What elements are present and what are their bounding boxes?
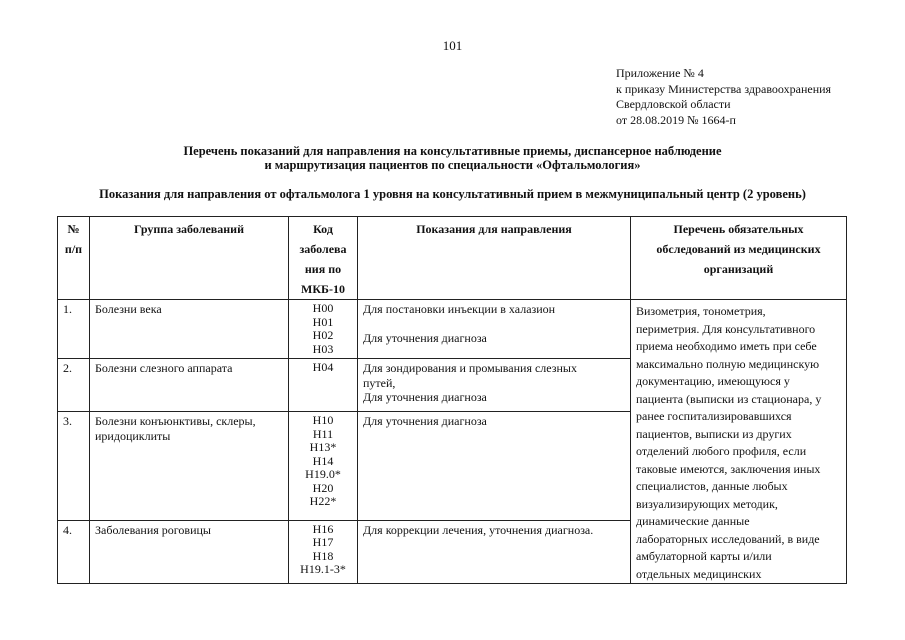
row-group-text: Болезни слезного аппарата — [95, 361, 233, 376]
header-code-line: МКБ-10 — [301, 282, 345, 296]
header-group: Группа заболеваний — [90, 217, 289, 300]
indication-line: Для постановки инъекции в халазион — [363, 302, 556, 316]
row-num-text: 1. — [63, 302, 72, 316]
row-codes — [289, 300, 358, 359]
row-group — [90, 359, 289, 412]
header-exams-line: организаций — [703, 262, 774, 276]
code-item: H04 — [312, 360, 334, 375]
exam-line: Визометрия, тонометрия, — [636, 304, 766, 318]
row-codes — [289, 412, 358, 520]
row-group — [90, 520, 289, 583]
code-item: H17 — [312, 535, 334, 550]
code-item: H16 — [312, 521, 334, 536]
header-exams-line: Перечень обязательных — [673, 222, 804, 236]
exam-line: отдельных медицинских — [636, 566, 762, 581]
row-indications — [358, 359, 631, 412]
exam-line: периметрия. Для консультативного — [636, 321, 816, 336]
indication-line: Для уточнения диагноза — [363, 414, 487, 429]
section-subtitle: Показания для направления от офтальмолога 1 уровня на консультативный прием в межмуниципальный центр (2 уровень) — [99, 187, 806, 201]
code-item: H03 — [312, 341, 334, 356]
header-code-line: Код — [313, 222, 333, 236]
header-exams-line: обследований из медицинских — [656, 242, 821, 256]
exam-line: документацию, имеющуюся у — [636, 374, 790, 388]
approval-line: Свердловской области — [616, 97, 731, 111]
indications-table — [57, 216, 847, 584]
row-indications — [358, 520, 631, 583]
exam-line: пациента (выписки из стационара, у — [636, 391, 822, 406]
header-code-line: ния по — [304, 262, 342, 276]
exam-line: пациентов, выписки из других — [636, 426, 792, 441]
exam-line: визуализирующих методик, — [636, 496, 778, 511]
row-indications — [358, 412, 631, 520]
exam-line: приема необходимо иметь при себе — [636, 339, 817, 353]
row-group-text: Болезни конъюнктивы, склеры, иридоциклиты — [95, 414, 256, 443]
header-exams — [631, 217, 847, 300]
code-item: H20 — [312, 480, 334, 495]
row-codes — [289, 520, 358, 583]
row-num — [58, 520, 90, 583]
code-item: H18 — [312, 548, 334, 563]
document-title — [0, 144, 905, 172]
indication-line: Для коррекции лечения, уточнения диагноза. — [363, 522, 594, 537]
code-item: H19.1-3* — [300, 562, 346, 577]
exam-line: отделений любого профиля, если — [636, 444, 807, 458]
header-num-line: п/п — [64, 242, 83, 256]
row-group-text: Болезни века — [95, 302, 162, 316]
row-group — [90, 412, 289, 520]
table-row — [58, 300, 847, 359]
document-title-line: Перечень показаний для направления на консультативные приемы, диспансерное наблюдение — [183, 144, 722, 158]
header-num — [58, 217, 90, 300]
code-item: H01 — [312, 314, 334, 329]
header-code-line: заболева — [299, 242, 347, 256]
code-item: H14 — [312, 453, 334, 468]
exam-line: лабораторных исследований, в виде — [636, 531, 820, 546]
indication-line: Для зондирования и промывания слезных — [363, 361, 577, 376]
header-code — [289, 217, 358, 300]
row-num — [58, 300, 90, 359]
indication-line: путей, — [363, 375, 396, 390]
indication-line: Для уточнения диагноза — [363, 390, 487, 405]
exam-line: ранее госпитализировавшихся — [636, 409, 792, 423]
code-item: H00 — [312, 301, 334, 315]
code-item: H11 — [312, 426, 334, 441]
code-item: H02 — [312, 328, 334, 342]
approval-line: Приложение № 4 — [616, 66, 704, 80]
row-num-text: 3. — [63, 414, 72, 429]
indication-spacer — [363, 317, 626, 331]
exam-line: амбулаторной карты и/или — [636, 549, 772, 563]
page-number: 101 — [442, 38, 463, 53]
exams-cell — [631, 300, 847, 584]
exam-line: динамические данные — [636, 514, 750, 528]
row-codes — [289, 359, 358, 412]
row-group — [90, 300, 289, 359]
row-group-text: Заболевания роговицы — [95, 522, 211, 537]
approval-line: к приказу Министерства здравоохранения — [616, 81, 832, 96]
row-indications — [358, 300, 631, 359]
indication-line: Для уточнения диагноза — [363, 330, 487, 345]
code-item: H22* — [309, 494, 337, 509]
row-num-text: 2. — [63, 361, 72, 376]
table-header-row — [58, 217, 847, 300]
code-item: H10 — [312, 413, 334, 428]
header-num-line: № — [67, 222, 80, 236]
row-num-text: 4. — [63, 522, 72, 537]
row-num — [58, 359, 90, 412]
row-num — [58, 412, 90, 520]
header-indications: Показания для направления — [358, 217, 631, 300]
exam-line: максимально полную медицинскую — [636, 356, 820, 371]
document-title-line: и маршрутизация пациентов по специальности «Офтальмология» — [264, 158, 641, 172]
exam-line: специалистов, данные любых — [636, 479, 788, 493]
code-item: H19.0* — [305, 467, 341, 482]
approval-line: от 28.08.2019 № 1664-п — [616, 112, 736, 127]
code-item: H13* — [309, 440, 337, 455]
exam-line: таковые имеются, заключения иных — [636, 461, 821, 476]
approval-block — [616, 66, 831, 128]
